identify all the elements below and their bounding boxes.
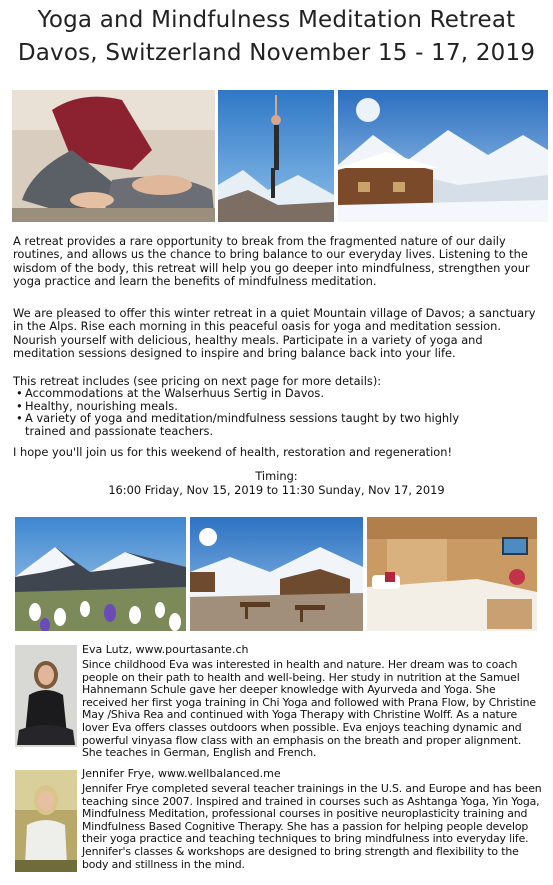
teacher-name: Eva Lutz, www.pourtasante.ch: [82, 643, 249, 656]
timing-label: Timing:: [255, 469, 298, 483]
closing-line: I hope you'll join us for this weekend of health, restoration and regeneration!: [13, 445, 453, 459]
includes-heading: This retreat includes (see pricing on next page for more details):: [13, 374, 382, 388]
photo-jennifer-frye: [15, 770, 77, 872]
page-title-line-2: Davos, Switzerland November 15 - 17, 2019: [17, 40, 536, 66]
photo-eva-lutz: [15, 645, 77, 747]
intro-paragraph-1: A retreat provides a rare opportunity to break from the fragmented nature of our daily routines, and allows us the chance to bring balance to our everyday lives. Listening to the wisdom of the body, this retreat will help you go deeper into mindfulness, strengthen your yoga practice and learn the benefits of mindfulness meditation.: [13, 234, 530, 288]
photo-meditation-pose: [12, 90, 215, 222]
photo-alpine-chalet: [338, 90, 548, 222]
photo-crocus-field: [15, 517, 186, 631]
page-title-line-1: Yoga and Mindfulness Meditation Retreat: [37, 7, 516, 33]
includes-item: • A variety of yoga and meditation/mindfulness sessions taught by two highly trained and passionate teachers.: [13, 412, 465, 437]
timing-value: 16:00 Friday, Nov 15, 2019 to 11:30 Sunday, Nov 17, 2019: [108, 483, 445, 497]
intro-paragraph-2: We are pleased to offer this winter retreat in a quiet Mountain village of Davos; a sanctuary in the Alps. Rise each morning in this peaceful oasis for yoga and meditation session. Nourish yourself with delicious, healthy meals. Participate in a variety of yoga and meditation sessions designed to inspire and bring balance back into your life.: [13, 306, 536, 360]
teacher-name: Jennifer Frye, www.wellbalanced.me: [82, 767, 281, 780]
photo-snowy-terrace: [190, 517, 363, 631]
photo-standing-yoga-mountain: [218, 90, 334, 222]
includes-item: • Accommodations at the Walserhuus Sertig in Davos.: [13, 387, 543, 400]
teacher-bio: Since childhood Eva was interested in health and nature. Her dream was to coach people on their path to health and well-being. Her study in nutrition at the Samuel Hahnemann Schule gave her deeper knowledge with Ayurveda and Yoga. She received her first yoga training in Chi Yoga and followed with Prana Flow, by Christine May /Shiva Rea and continued with Yoga Therapy with Christine Wolff. As a nature lover Eva offers classes outdoors when possible. Eva enjoys teaching dynamic and powerful vinyasa flow class with an emphasis on the breath and proper alignment. She teaches in German, English and French.: [82, 658, 536, 760]
photo-bedroom: [367, 517, 537, 631]
includes-list: [13, 387, 543, 437]
includes-item: • Healthy, nourishing meals.: [13, 400, 543, 413]
teacher-bio: Jennifer Frye completed several teacher trainings in the U.S. and Europe and has been teaching since 2007. Inspired and trained in courses such as Ashtanga Yoga, Yin Yoga, Mindfulness Meditation, professional courses in positive neuroplasticity training and Mindfulness Based Cognitive Therapy. She has a passion for helping people develop their yoga practice and teaching techniques to bring mindfulness into everyday life. Jennifer's classes & workshops are designed to bring strength and flexibility to the body and stillness in the mind.: [82, 782, 542, 871]
